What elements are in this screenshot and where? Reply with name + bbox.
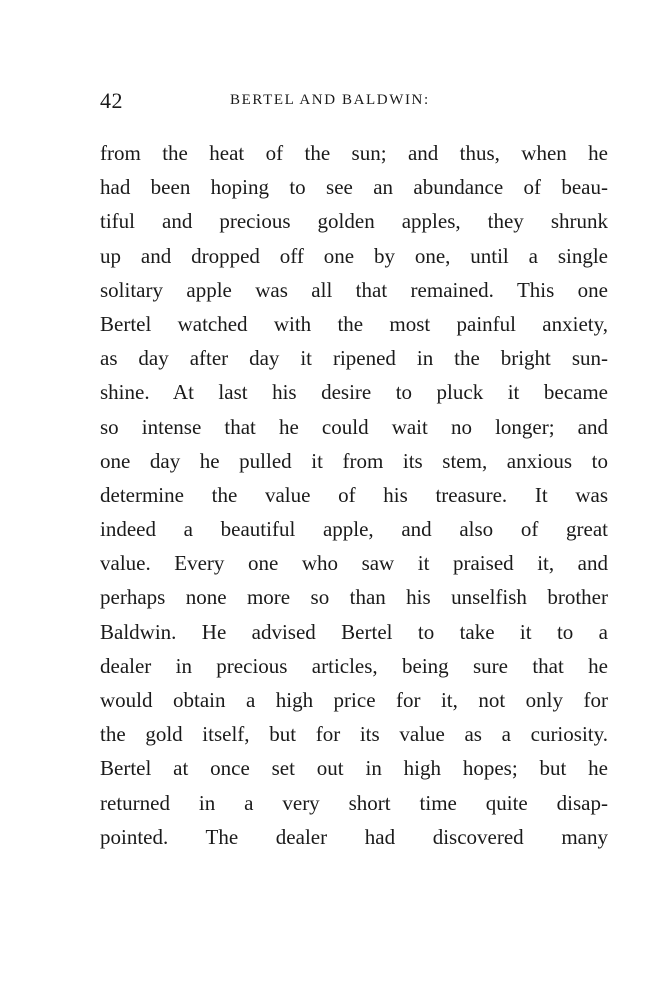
text-line: so intense that he could wait no longer; and (100, 414, 608, 439)
page-number: 42 (100, 88, 123, 113)
text-line: shine. At last his desire to pluck it became (100, 380, 608, 405)
text-line: had been hoping to see an abundance of beau- (100, 175, 608, 200)
text-line: value. Every one who saw it praised it, and (100, 551, 608, 576)
text-line: tiful and precious golden apples, they shrunk (100, 209, 608, 234)
text-line: Bertel watched with the most painful anxiety, (100, 311, 608, 336)
running-head (100, 88, 606, 118)
text-line: would obtain a high price for it, not only for (100, 688, 608, 712)
text-line: as day after day it ripened in the bright sun- (100, 346, 608, 371)
text-line: pointed. The dealer had discovered many (100, 824, 608, 849)
text-line: determine the value of his treasure. It was (100, 482, 608, 507)
text-line: dealer in precious articles, being sure that he (100, 653, 608, 678)
text-line: returned in a very short time quite disap- (100, 790, 608, 815)
text-line: up and dropped off one by one, until a single (100, 243, 608, 268)
text-line: perhaps none more so than his unselfish brother (100, 585, 608, 610)
text-line: indeed a beautiful apple, and also of great (100, 517, 608, 542)
running-title: BERTEL AND BALDWIN: (230, 92, 430, 108)
text-line: Bertel at once set out in high hopes; but he (100, 756, 608, 781)
text-line: one day he pulled it from its stem, anxious to (100, 448, 608, 473)
text-line: the gold itself, but for its value as a curiosity. (100, 722, 608, 747)
text-line: solitary apple was all that remained. This one (100, 277, 608, 302)
text-line: Baldwin. He advised Bertel to take it to a (100, 619, 608, 644)
text-line: from the heat of the sun; and thus, when he (100, 141, 608, 165)
body-text (100, 136, 608, 854)
